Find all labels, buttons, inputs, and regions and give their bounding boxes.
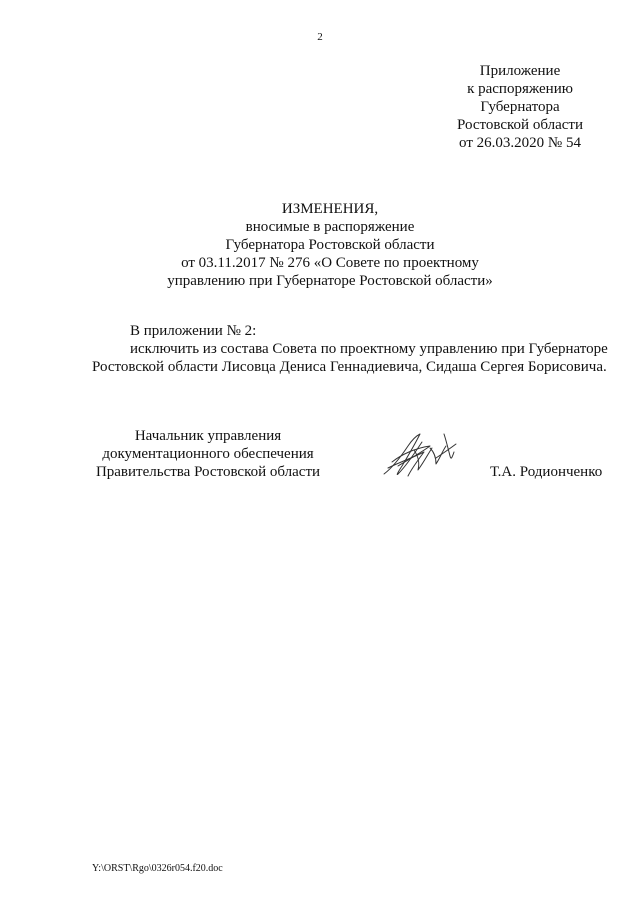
position-line: Начальник управления: [134, 428, 282, 444]
appendix-line: к распоряжению: [467, 81, 573, 97]
handwritten-signature: [378, 428, 460, 482]
page-number: 2: [317, 31, 323, 43]
appendix-line: Приложение: [479, 63, 561, 79]
signer-name: Т.А. Родионченко: [490, 464, 603, 480]
file-path-footer: Y:\ORST\Rgo\0326r054.f20.doc: [92, 863, 223, 874]
title-line: Губернатора Ростовской области: [225, 237, 435, 253]
position-line: документационного обеспечения: [102, 446, 314, 462]
title-heading: ИЗМЕНЕНИЯ,: [281, 201, 379, 217]
title-line: управлению при Губернаторе Ростовской области»: [167, 273, 493, 289]
title-line: от 03.11.2017 № 276 «О Совете по проектному: [181, 255, 479, 271]
body-item-line: исключить из состава Совета по проектному управлению при Губернаторе: [130, 341, 608, 357]
body-item-line: Ростовской области Лисовца Дениса Геннадиевича, Сидаша Сергея Борисовича.: [92, 359, 607, 375]
appendix-header: [430, 62, 610, 152]
body-intro: В приложении № 2:: [130, 323, 257, 339]
appendix-line: Губернатора: [480, 99, 560, 115]
appendix-line: Ростовской области: [457, 117, 583, 133]
document-title: [140, 200, 520, 290]
position-line: Правительства Ростовской области: [95, 464, 321, 480]
document-body: [92, 322, 612, 376]
title-line: вносимые в распоряжение: [245, 219, 415, 235]
appendix-date-number: от 26.03.2020 № 54: [459, 135, 581, 151]
signatory-position: [92, 427, 324, 481]
